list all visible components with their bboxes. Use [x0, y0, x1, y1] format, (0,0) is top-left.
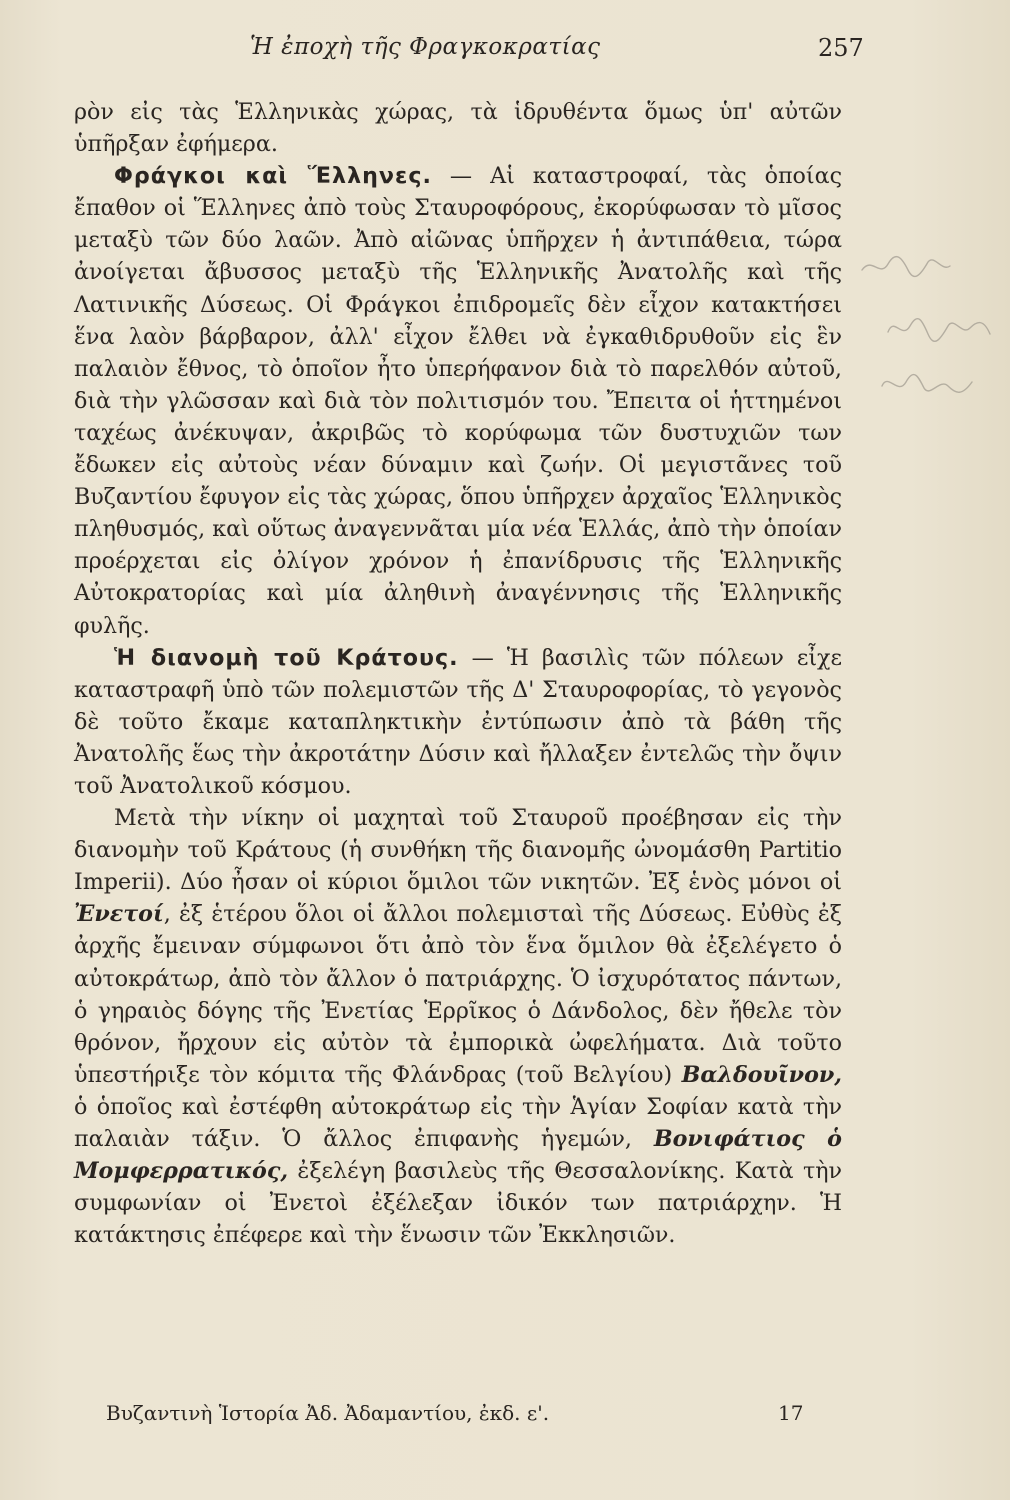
body-text: [74, 96, 842, 1251]
page-footer: [0, 1401, 1010, 1433]
emphasis-enetoi: Ἐνετοί: [74, 901, 164, 928]
section-heading-franks-and-greeks: Φράγκοι καὶ Ἕλληνες.: [114, 163, 432, 190]
emphasis-baldouinos: Βαλδουῖνον,: [681, 1061, 842, 1088]
page-number: 257: [818, 34, 864, 62]
footer-book-title: Βυζαντινὴ Ἱστορία Ἀδ. Ἀδαμαντίου, ἐκδ. ε'.: [106, 1401, 550, 1425]
paragraph-after-victory: [74, 802, 842, 1251]
paragraph-text: ὁ ὁποῖος καὶ ἐστέφθη αὐτοκράτωρ εἰς τὴν Ἁγίαν Σοφίαν κατὰ τὴν παλαιὰν τάξιν. Ὁ ἄλλος ἐπιφανὴς ἡγεμών,: [74, 1093, 842, 1152]
emphasis-bonifatios: Βονιφάτιος ὁ Μομφερρατικός,: [74, 1126, 842, 1185]
paragraph-text: , ἐξ ἑτέρου ὅλοι οἱ ἄλλοι πολεμισταὶ τῆς Δύσεως. Εὐθὺς ἐξ ἀρχῆς ἔμειναν σύμφωνοι ὅτι ἀπὸ τὸν ἕνα ὅμιλον θὰ ἐξελέγετο ὁ αὐτοκράτωρ, ἀπὸ τὸν ἄλλον ὁ πατριάρχης. Ὁ ἰσχυρότατος πάντων, ὁ γηραιὸς δόγης τῆς Ἐνετίας Ἑρρῖκος ὁ Δάνδολος, δὲν ἤθελε τὸν θρόνον, ἤρχουν εἰς αὐτὸν τὰ ἐμπορικὰ ὠφελήματα. Διὰ τοῦτο ὑπεστήριξε τὸν κόμιτα τῆς Φλάνδρας (τοῦ Βελγίου): [74, 901, 842, 1088]
paragraph-text: — Ἡ βασιλὶς τῶν πόλεων εἶχε καταστραφῆ ὑπὸ τῶν πολεμιστῶν τῆς Δ' Σταυροφορίας, τὸ γεγονὸς δὲ τοῦτο ἔκαμε καταπληκτικὴν ἐντύπωσιν ἀπὸ τὰ βάθη τῆς Ἀνατολῆς ἕως τὴν ἀκροτάτην Δύσιν καὶ ἤλλαξεν ἐντελῶς τὴν ὄψιν τοῦ Ἀνατολικοῦ κόσμου.: [74, 644, 842, 799]
signature-mark: 17: [778, 1401, 804, 1425]
paragraph-division-of-state: [74, 642, 842, 802]
paragraph-text: ἐξελέγη βασιλεὺς τῆς Θεσσαλονίκης. Κατὰ τὴν συμφωνίαν οἱ Ἐνετοὶ ἐξέλεξαν ἰδικόν των πατριάρχην. Ἡ κατάκτησις ἐπέφερε καὶ τὴν ἕνωσιν τῶν Ἐκκλησιῶν.: [74, 1158, 842, 1249]
paragraph-text: Μετὰ τὴν νίκην οἱ μαχηταὶ τοῦ Σταυροῦ προέβησαν εἰς τὴν διανομὴν τοῦ Κράτους (ἡ συνθήκη τῆς διανομῆς ὠνομάσθη Partitio Imperii). Δύο ἦσαν οἱ κύριοι ὅμιλοι τῶν νικητῶν. Ἐξ ἑνὸς μόνοι οἱ: [74, 805, 842, 896]
running-head: [0, 34, 1010, 70]
running-title: Ἡ ἐποχὴ τῆς Φραγκοκρατίας: [250, 34, 601, 60]
paragraph-continued: ρὸν εἰς τὰς Ἑλληνικὰς χώρας, τὰ ἱδρυθέντα ὅμως ὑπ' αὐτῶν ὑπῆρξαν ἐφήμερα.: [74, 99, 842, 158]
paragraph-text: — Αἱ καταστροφαί, τὰς ὁποίας ἔπαθον οἱ Ἕλληνες ἀπὸ τοὺς Σταυροφόρους, ἐκορύφωσαν τὸ μῖσος μεταξὺ τῶν δύο λαῶν. Ἀπὸ αἰῶνας ὑπῆρχεν ἡ ἀντιπάθεια, τώρα ἀνοίγεται ἄβυσσος μεταξὺ τῆς Ἑλληνικῆς Ἀνατολῆς καὶ τῆς Λατινικῆς Δύσεως. Οἱ Φράγκοι ἐπιδρομεῖς δὲν εἶχον κατακτήσει ἕνα λαὸν βάρβαρον, ἀλλ' εἶχον ἔλθει νὰ ἐγκαθιδρυθοῦν εἰς ἓν παλαιὸν ἔθνος, τὸ ὁποῖον ἦτο ὑπερήφανον διὰ τὸ παρελθόν αὐτοῦ, διὰ τὴν γλῶσσαν καὶ διὰ τὸν πολιτισμόν του. Ἔπειτα οἱ ἡττημένοι ταχέως ἀνέκυψαν, ἀκριβῶς τὸ κορύφωμα τῶν δυστυχιῶν των ἔδωκεν εἰς αὐτοὺς νέαν δύναμιν καὶ ζωήν. Οἱ μεγιστᾶνες τοῦ Βυζαντίου ἔφυγον εἰς τὰς χώρας, ὅπου ὑπῆρχεν ἀρχαῖος Ἑλληνικὸς πληθυσμός, καὶ οὕτως ἀναγεννᾶται μία νέα Ἑλλάς, ἀπὸ τὴν ὁποίαν προέρχεται εἰς ὀλίγον χρόνον ἡ ἐπανίδρυσις τῆς Ἑλληνικῆς Αὐτοκρατορίας καὶ μία ἀληθινὴ ἀναγέννησις τῆς Ἑλληνικῆς φυλῆς.: [74, 163, 842, 639]
pencil-annotation: [858, 236, 998, 426]
section-heading-division-of-state: Ἡ διανομὴ τοῦ Κράτους.: [114, 644, 459, 671]
paragraph-franks-and-greeks: [74, 160, 842, 641]
